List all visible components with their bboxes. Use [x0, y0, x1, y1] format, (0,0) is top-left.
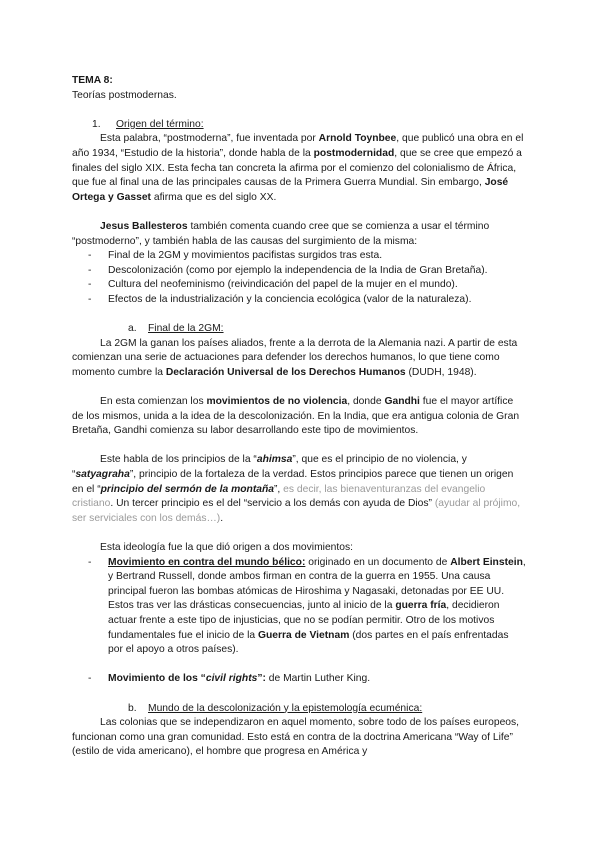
- section-1-paragraph-2: Jesus Ballesteros también comenta cuando cree que se comienza a usar el término “postmoderno”, y también habla de las causas del surgimiento de la misma:: [72, 220, 490, 247]
- section-a-heading: [72, 322, 526, 337]
- section-a-number: a.: [128, 323, 137, 335]
- document-title: TEMA 8:: [72, 75, 113, 86]
- list-item: - Final de la 2GM y movimientos pacifistas surgidos tras esta.: [88, 250, 383, 262]
- list-item: - Movimiento de los “civil rights”: de Martin Luther King.: [88, 673, 371, 685]
- list-item: - Cultura del neofeminismo (reivindicación del papel de la mujer en el mundo).: [88, 279, 458, 291]
- section-b-title: Mundo de la descolonización y la epistemología ecuménica:: [148, 702, 423, 714]
- section-a-paragraph-2: En esta comienzan los movimientos de no violencia, donde Gandhi fue el mayor artífice de los mismos, unida a la idea de la descolonización. En la India, que era antigua colonia de Gran Bretaña, Gandhi comienza su labor desarrollando este tipo de movimientos.: [72, 396, 520, 437]
- section-1-number: 1.: [92, 118, 101, 130]
- section-b-heading: [72, 702, 526, 717]
- movements-list: [72, 556, 526, 687]
- section-b-paragraph-1: Las colonias que se independizaron en aquel momento, sobre todo de los países europeos, funcionan como una gran comunidad. Esto está en contra de la doctrina Americana “Way of Life” (estilo de vida americano), el hombre que progresa en América y: [72, 717, 520, 758]
- list-item: - Efectos de la industrialización y la conciencia ecológica (valor de la naturaleza).: [88, 293, 472, 305]
- section-a-paragraph-1: La 2GM la ganan los países aliados, frente a la derrota de la Alemania nazi. A partir de esta comienzan una serie de actuaciones para defender los derechos humanos, lo que tiene como momento cumbre la Declaración Universal de los Derechos Humanos (DUDH, 1948).: [72, 337, 518, 378]
- list-item: - Descolonización (como por ejemplo la independencia de la India de Gran Bretaña).: [88, 264, 488, 276]
- document-subtitle: Teorías postmodernas.: [72, 89, 177, 101]
- section-b-number: b.: [128, 702, 137, 714]
- causes-list: [72, 249, 526, 307]
- section-1-heading: [72, 118, 526, 133]
- section-a-paragraph-4: Esta ideología fue la que dió origen a dos movimientos:: [100, 542, 354, 553]
- section-a-title: Final de la 2GM:: [148, 323, 224, 335]
- list-item: - Movimiento en contra del mundo bélico: originado en un documento de Albert Einstein, y Bertrand Russell, donde ambos firman en contra de la guerra en 1955. Una causa principal fueron las bombas atómicas de Hiroshima y Nagasaki, detonadas por EE UU. Estos tras ver las drásticas consecuencias, junto al inicio de la guerra fría, decidieron actuar frente a este tipo de injusticias, que no se podían permitir. Otro de los motivos fundamentales fue el inicio de la Guerra de Vietnam (dos partes en el país enfrentadas por el apoyo a otros países).: [88, 556, 526, 656]
- document-body: [72, 74, 526, 760]
- section-1-paragraph-1: Esta palabra, “postmoderna”, fue inventada por Arnold Toynbee, que publicó una obra en el año 1934, “Estudio de la historia”, donde habla de la postmodernidad, que se cree que empezó a finales del siglo XIX. Esta fecha tan concreta la afirma por el comienzo del colonialismo de África, que fue al final una de las principales causas de la Primera Guerra Mundial. Sin embargo, José Ortega y Gasset afirma que es del siglo XX.: [72, 133, 524, 203]
- section-a-paragraph-3: Este habla de los principios de la “ahimsa”, que es el principio de no violencia, y “satyagraha”, principio de la fortaleza de la verdad. Estos principios parece que tienen un origen en el “principio del sermón de la montaña”, es decir, las bienaventuranzas del evangelio cristiano. Un tercer principio es el del “servicio a los demás con ayuda de Dios” (ayudar al prójimo, ser serviciales con los demás…).: [72, 454, 521, 524]
- section-1-title: Origen del término:: [116, 118, 204, 130]
